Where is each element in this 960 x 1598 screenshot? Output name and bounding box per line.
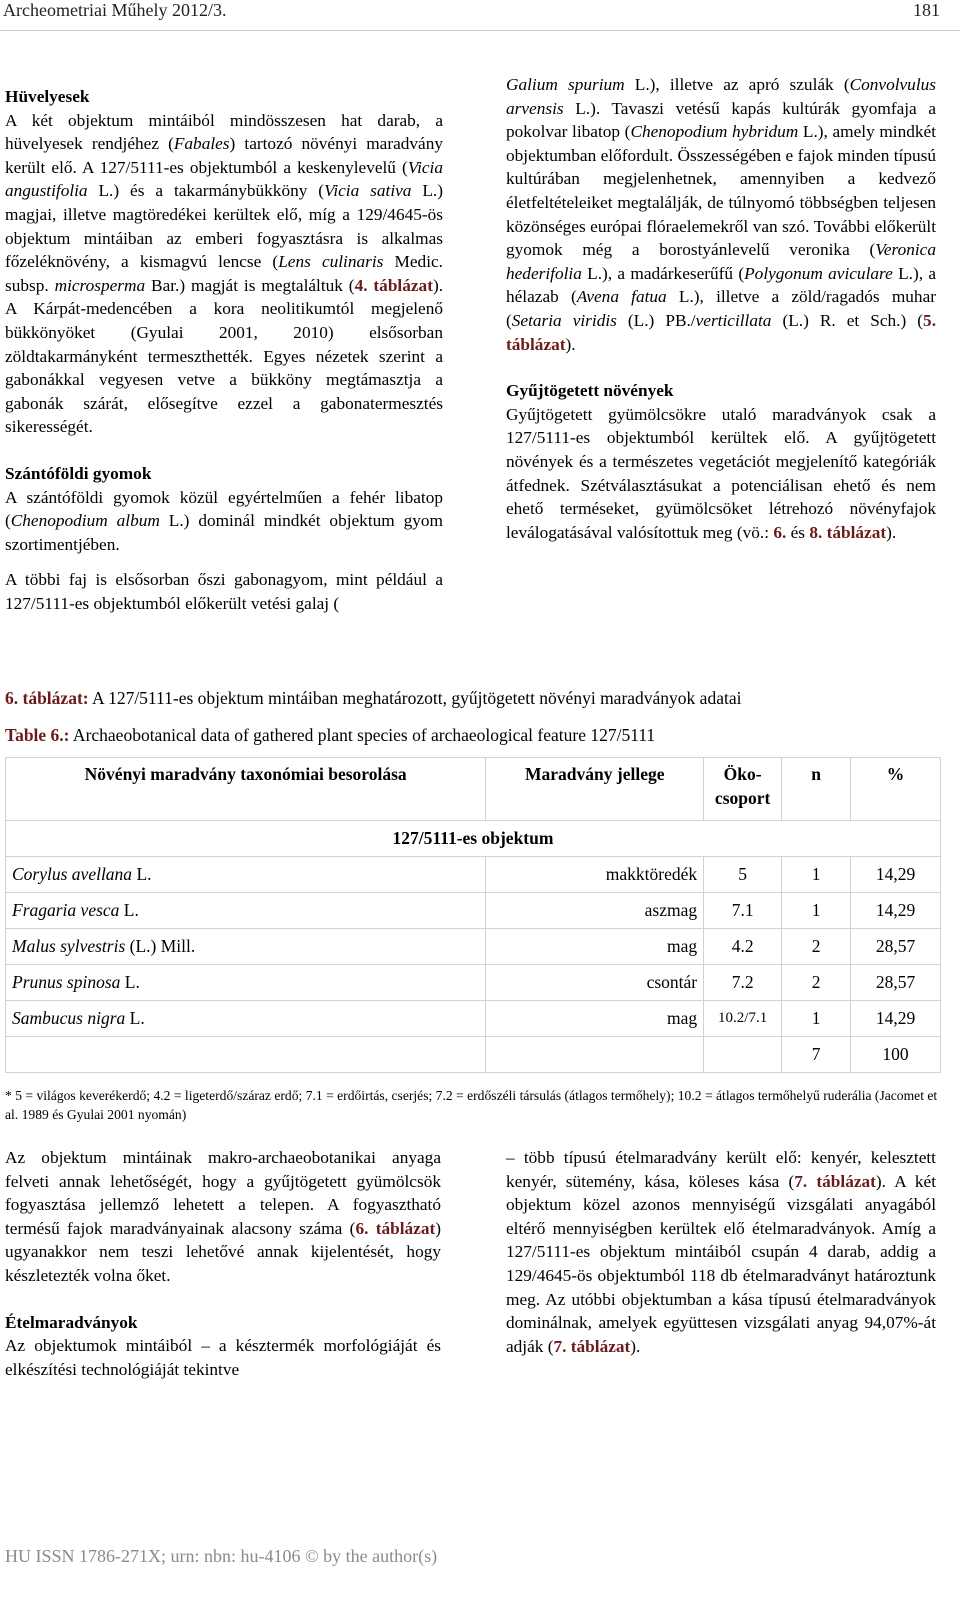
- paragraph-szantofoldi-2-cont: [506, 73, 936, 356]
- text-run: L.), illetve az apró szulák (: [624, 75, 850, 94]
- table-row: [6, 1001, 941, 1037]
- header-divider: [0, 30, 960, 31]
- text-run: Medic. subsp.: [5, 252, 443, 295]
- percent-cell: 28,57: [851, 965, 941, 1001]
- taxon-cell: [6, 857, 486, 893]
- col-header-percent: %: [851, 758, 941, 821]
- taxon-cell: [6, 965, 486, 1001]
- eco-cell: 7.2: [704, 965, 782, 1001]
- empty-cell: [486, 1037, 704, 1073]
- table-reference-link[interactable]: 8. táblázat: [809, 522, 887, 542]
- taxon-name: Veronica hederifolia: [506, 240, 936, 283]
- table-reference-link[interactable]: 7. táblázat: [794, 1171, 876, 1191]
- taxon-author: L.: [120, 972, 140, 992]
- remain-type-cell: aszmag: [486, 893, 704, 929]
- n-cell: 1: [782, 1001, 851, 1037]
- n-cell: 1: [782, 857, 851, 893]
- paragraph-gathered-fruits: [5, 1146, 441, 1288]
- percent-cell: 14,29: [851, 893, 941, 929]
- text-run: L.), a madárkeserűfű (: [581, 263, 745, 283]
- taxon-name: Galium spurium: [506, 75, 625, 94]
- table-caption-hu: [5, 687, 741, 709]
- paragraph-szantofoldi-2-start: [5, 568, 443, 615]
- paragraph-gyujtogetett: [506, 403, 936, 545]
- text-run: ).: [565, 334, 576, 354]
- table-row: [6, 857, 941, 893]
- total-n-cell: 7: [782, 1037, 851, 1073]
- lower-right-column: [506, 1146, 936, 1358]
- col-header-type: Maradvány jellege: [486, 758, 704, 821]
- taxon-name: Setaria viridis: [511, 310, 617, 330]
- table-reference-link[interactable]: 6. táblázat: [355, 1218, 436, 1238]
- paragraph-etelmaradvanyok-1: Az objektumok mintáiból – a késztermék morfológiáját és elkészítési technológiáját tekintve: [5, 1336, 441, 1379]
- heading-gyujtogetett: Gyűjtögetett növények: [506, 381, 674, 401]
- heading-etelmaradvanyok: Ételmaradványok: [5, 1312, 138, 1332]
- text-run: – több típusú ételmaradvány került elő: kenyér, kelesztett kenyér, sütemény, kása, köleses kása (: [506, 1148, 936, 1191]
- table-row: [6, 929, 941, 965]
- text-run: L.) magjai, illetve magtöredékei kerültek elő, míg a 129/4645-ös objektum mintáiban az emberi fogyasztásra is alkalmas főzeléknövény, a kismagvú lencse (: [5, 181, 444, 272]
- text-run: A két objektum mintáiból mindösszesen hat darab, a hüvelyesek rendjéhez (: [5, 110, 443, 154]
- taxon-name: Fabales: [173, 134, 230, 154]
- table-reference-link[interactable]: 4. táblázat: [354, 275, 433, 295]
- remain-type-cell: mag: [486, 1001, 704, 1037]
- taxon-author: (L.) Mill.: [125, 936, 196, 956]
- taxon-author: L.: [132, 864, 152, 884]
- feature-label: 127/5111-es objektum: [6, 821, 941, 857]
- remain-type-cell: csontár: [486, 965, 704, 1001]
- n-cell: 2: [782, 929, 851, 965]
- taxon-author: L.: [119, 900, 139, 920]
- taxon-name: Vicia angustifolia: [5, 157, 443, 201]
- taxon-name: Polygonum aviculare: [744, 263, 893, 283]
- lower-left-column: [5, 1146, 441, 1381]
- table-total-row: [6, 1037, 941, 1073]
- table-caption-en: [5, 724, 655, 746]
- paragraph-szantofoldi-1: [5, 486, 443, 557]
- eco-cell: 5: [704, 857, 782, 893]
- page-number: 181: [913, 0, 940, 20]
- paragraph-etelmaradvanyok-2: [506, 1146, 936, 1358]
- remain-type-cell: mag: [486, 929, 704, 965]
- text-run: L.). Tavaszi vetésű kapás kultúrák gyomfaja a pokolvar libatop (: [506, 98, 936, 142]
- journal-title: Archeometriai Műhely 2012/3.: [3, 0, 227, 20]
- text-run: Az objektum mintáinak makro-archaeobotanikai anyaga felveti annak lehetőségét, hogy a gyűjtögetett gyümölcsök fogyasztása jellemző lehetett a telepen. A fogyasztható termésű fajok maradványainak alacsony száma (: [5, 1148, 441, 1238]
- table-footnote: * 5 = világos keverékerdő; 4.2 = ligeterdő/száraz erdő; 7.1 = erdőirtás, cserjés; 7.2 = erdőszéli társulás (átlagos termőhely); 10.2 = átlagos termőhelyű ruderália (Jacomet et al. 1989 és Gyulai 2001 nyomán): [5, 1088, 938, 1122]
- taxon-name: Avena fatua: [576, 287, 667, 307]
- eco-cell: 10.2/7.1: [704, 1001, 782, 1037]
- text-run: ) ugyanakkor nem teszi lehetővé annak kijelentését, hogy készletezték volna őket.: [5, 1218, 442, 1285]
- text-run: L.), a hélazab (: [506, 263, 936, 307]
- text-run: Bar.) magját is megtaláltuk (: [145, 275, 355, 295]
- percent-cell: 28,57: [851, 929, 941, 965]
- text-run: ). A két objektum közel azonos mennyiségű vizsgálati anyagából eltérő mennyiségben kerültek elő ételmaradványok. Amíg a 127/5111-es objektum mintáiból csupán 4 darab, addig a 129/4645-ös objektumból 118 db ételmaradványt határoztunk meg. Az utóbbi objektumban a kása típusú ételmaradványok dominálnak, amelyek együttesen vizsgálati anyag 94,07%-át adják (: [506, 1171, 936, 1356]
- text-run: (L.) PB./: [616, 310, 696, 330]
- table-row: [6, 965, 941, 1001]
- taxon-name: Prunus spinosa: [12, 972, 121, 992]
- page-header: [0, 0, 960, 22]
- text-run: L.) és a takarmánybükköny (: [87, 181, 325, 201]
- text-run: ).: [630, 1336, 641, 1356]
- eco-cell: 7.1: [704, 893, 782, 929]
- paragraph-huvelyesek: [5, 109, 443, 439]
- taxon-cell: [6, 929, 486, 965]
- table-row: [6, 893, 941, 929]
- gathered-plants-table: [5, 757, 941, 1073]
- text-run: A szántóföldi gyomok közül egyértelműen a fehér libatop (: [5, 487, 443, 531]
- taxon-name: Malus sylvestris: [12, 936, 126, 956]
- text-run: és: [786, 522, 810, 542]
- caption-label: 6. táblázat:: [5, 688, 89, 708]
- eco-cell: 4.2: [704, 929, 782, 965]
- text-run: L.) dominál mindkét objektum gyom szortimentjében.: [5, 511, 443, 554]
- text-run: A többi faj is elsősorban őszi gabonagyom, mint például a 127/5111-es objektumból előkerült vetési galaj (: [5, 570, 443, 613]
- heading-huvelyesek: Hüvelyesek: [5, 87, 90, 106]
- remain-type-cell: makktöredék: [486, 857, 704, 893]
- taxon-name: verticillata: [695, 310, 772, 330]
- caption-text: Archaeobotanical data of gathered plant species of archaeological feature 127/5111: [69, 725, 656, 745]
- text-run: ) tartozó növényi maradvány került elő. A 127/5111-es objektumból a keskenylevelű (: [5, 134, 444, 177]
- n-cell: 2: [782, 965, 851, 1001]
- taxon-name: microsperma: [54, 275, 146, 295]
- text-run: Gyűjtögetett gyümölcsökre utaló maradványok csak a 127/5111-es objektumból kerültek elő. A gyűjtögetett növények és a természetes vegetációt megjelenítő kategóriák átfednek. Szétválasztásukat a potenciálisan ehető és nem ehető terméseket, gyümölcsöket létrehozó növényfajok leválogatásával valósítottuk meg (vö.:: [506, 404, 936, 542]
- table-reference-link[interactable]: 6.: [773, 522, 787, 542]
- table-reference-link[interactable]: 5. táblázat: [506, 310, 937, 354]
- n-cell: 1: [782, 893, 851, 929]
- total-percent-cell: 100: [851, 1037, 941, 1073]
- empty-cell: [704, 1037, 782, 1073]
- left-column: [5, 85, 443, 615]
- taxon-author: L.: [125, 1008, 145, 1028]
- text-run: ). A Kárpát-medencében a kora neolitikumtól megjelenő bükkönyöket (Gyulai 2001, 2010) elsősorban zöldtakarmányként termeszthették. Egyes nézetek szerint a gabonákkal vegyesen vetve a bükköny megtámasztja a gabonák szárát, elősegítve ezzel a gabonatermesztés sikerességét.: [5, 275, 444, 437]
- taxon-name: Convolvulus arvensis: [506, 75, 936, 118]
- text-run: (L.) R. et Sch.) (: [771, 310, 924, 330]
- page-footer: HU ISSN 1786-271X; urn: nbn: hu-4106 © by the author(s): [5, 1546, 438, 1566]
- taxon-name: Vicia sativa: [324, 181, 412, 201]
- taxon-name: Corylus avellana: [12, 864, 133, 884]
- taxon-name: Chenopodium album: [10, 511, 160, 531]
- text-run: L.), illetve a zöld/ragadós muhar (: [506, 287, 936, 330]
- percent-cell: 14,29: [851, 857, 941, 893]
- taxon-cell: [6, 893, 486, 929]
- percent-cell: 14,29: [851, 1001, 941, 1037]
- text-run: L.), amely mindkét objektumban előfordult. Összességében e fajok minden típusú kultúrában megjelenhetnek, amennyiben a kedvező életfeltételeiket megtalálják, de túlnyomó többségben teljesen közönséges európai flóraelemekről van szó. További előkerült gyomok még a borostyánlevelű veronika (: [506, 122, 936, 260]
- col-header-n: n: [782, 758, 851, 821]
- heading-szantofoldi: Szántóföldi gyomok: [5, 463, 152, 483]
- text-run: ).: [886, 522, 897, 542]
- col-header-taxonomy: Növényi maradvány taxonómiai besorolása: [6, 758, 486, 821]
- table-reference-link[interactable]: 7. táblázat: [553, 1336, 631, 1356]
- col-header-eco: Öko-csoport: [704, 758, 782, 821]
- taxon-name: Sambucus nigra: [12, 1008, 126, 1028]
- taxon-name: Chenopodium hybridum: [630, 122, 799, 142]
- empty-cell: [6, 1037, 486, 1073]
- table-feature-row: [6, 821, 941, 857]
- taxon-cell: [6, 1001, 486, 1037]
- right-column: [506, 73, 936, 544]
- taxon-name: Fragaria vesca: [12, 900, 120, 920]
- caption-text: A 127/5111-es objektum mintáiban meghatározott, gyűjtögetett növényi maradványok adatai: [88, 688, 742, 708]
- table-header-row: [6, 758, 941, 821]
- taxon-name: Lens culinaris: [278, 252, 384, 272]
- caption-label: Table 6.:: [5, 725, 70, 745]
